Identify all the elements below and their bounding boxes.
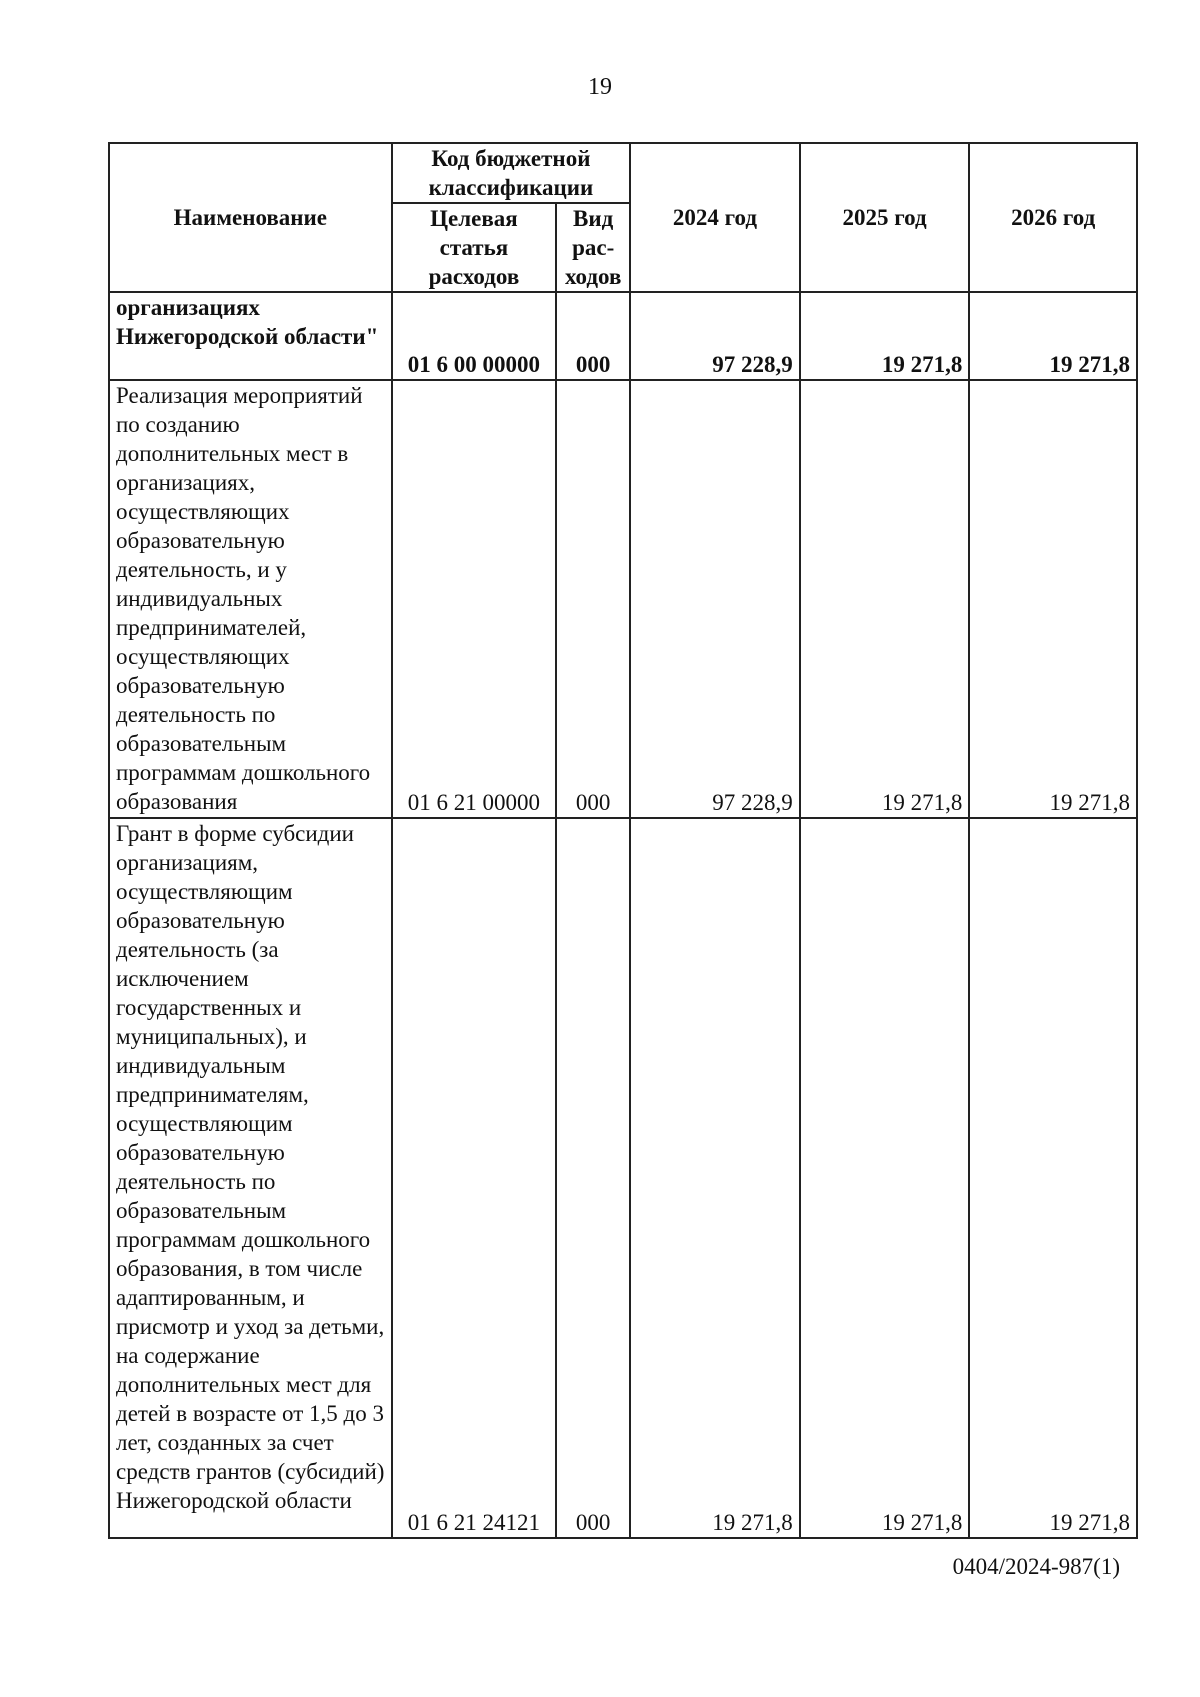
row-value-2026: 19 271,8 xyxy=(969,818,1137,1538)
header-code-group: Код бюджетной классификации xyxy=(392,143,630,203)
table-row xyxy=(109,380,1137,818)
row-target-code: 01 6 21 24121 xyxy=(392,818,556,1538)
row-target-code: 01 6 00 00000 xyxy=(392,292,556,380)
header-name: Наименование xyxy=(109,143,392,292)
page-number: 19 xyxy=(588,74,612,100)
row-value-2024: 19 271,8 xyxy=(630,818,800,1538)
row-value-2026: 19 271,8 xyxy=(969,292,1137,380)
row-value-2026: 19 271,8 xyxy=(969,380,1137,818)
header-year-2025: 2025 год xyxy=(800,143,970,292)
row-expense-type: 000 xyxy=(556,292,630,380)
header-year-2026: 2026 год xyxy=(969,143,1137,292)
row-name: Реализация мероприятий по созданию дополнительных мест в организациях, осуществляющих образовательную деятельность, и у индивидуальных предпринимателей, осуществляющих образовательную деятельность по образовательным программам дошкольного образования xyxy=(109,380,392,818)
document-number: 0404/2024-987(1) xyxy=(952,1554,1120,1579)
row-expense-type: 000 xyxy=(556,380,630,818)
row-value-2025: 19 271,8 xyxy=(800,292,970,380)
row-value-2024: 97 228,9 xyxy=(630,380,800,818)
row-name: организациях Нижегородской области" xyxy=(109,292,392,380)
header-expense-type: Вид рас-ходов xyxy=(556,203,630,292)
row-target-code: 01 6 21 00000 xyxy=(392,380,556,818)
row-value-2024: 97 228,9 xyxy=(630,292,800,380)
row-value-2025: 19 271,8 xyxy=(800,380,970,818)
row-name: Грант в форме субсидии организациям, осуществляющим образовательную деятельность (за исключением государственных и муниципальных), и индивидуальным предпринимателям, осуществляющим образовательную деятельность по образовательным программам дошкольного образования, в том числе адаптированным, и присмотр и уход за детьми, на содержание дополнительных мест для детей в возрасте от 1,5 до 3 лет, созданных за счет средств грантов (субсидий) Нижегородской области xyxy=(109,818,392,1538)
row-expense-type: 000 xyxy=(556,818,630,1538)
table-row xyxy=(109,292,1137,380)
table-row xyxy=(109,818,1137,1538)
header-year-2024: 2024 год xyxy=(630,143,800,292)
budget-table xyxy=(108,142,1138,1539)
row-value-2025: 19 271,8 xyxy=(800,818,970,1538)
header-target-article: Целевая статья расходов xyxy=(392,203,556,292)
